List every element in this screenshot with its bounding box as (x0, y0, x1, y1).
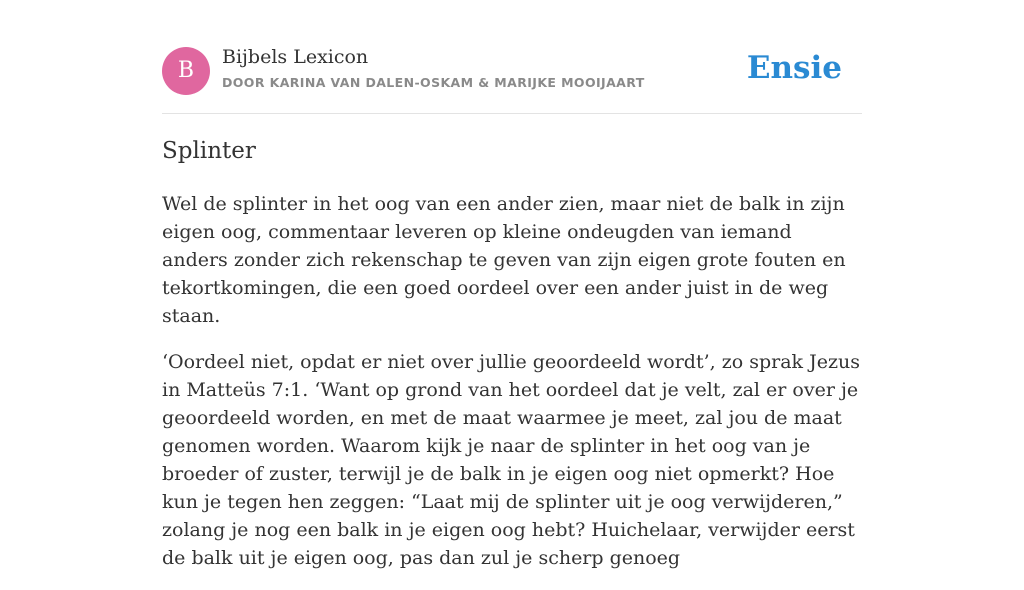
entry-paragraph: ‘Oordeel niet, opdat er niet over jullie geoordeeld wordt’, zo sprak Jezus in Matteüs 7:1. ‘Want op grond van het oordeel dat je velt, zal er over je geoordeeld worden, en met de maat waarmee je meet, zal jou de maat genomen worden. Waarom kijk je naar de splinter in het oog van je broeder of zuster, terwijl je de balk in je eigen oog niet opmerkt? Hoe kun je tegen hen zeggen: “Laat mij de splinter uit je oog verwijderen,” zolang je nog een balk in je eigen oog hebt? Huichelaar, verwijder eerst de balk uit je eigen oog, pas dan zul je scherp genoeg (162, 351, 860, 569)
lexicon-avatar[interactable]: B (162, 47, 210, 95)
lexicon-authors: DOOR KARINA VAN DALEN-OSKAM & MARIJKE MOOIJAART (222, 75, 645, 90)
ensie-logo[interactable]: Ensie (746, 50, 842, 86)
entry-title: Splinter (162, 138, 256, 164)
header (162, 0, 862, 114)
page-container (162, 0, 862, 569)
entry-paragraph: Wel de splinter in het oog van een ander zien, maar niet de balk in zijn eigen oog, commentaar leveren op kleine ondeugden van iemand anders zonder zich rekenschap te geven van zijn eigen grote fouten en tekortkomingen, die een goed oordeel over een ander juist in de weg staan. (162, 193, 846, 327)
entry-body (162, 190, 862, 590)
lexicon-title[interactable]: Bijbels Lexicon (222, 46, 369, 68)
